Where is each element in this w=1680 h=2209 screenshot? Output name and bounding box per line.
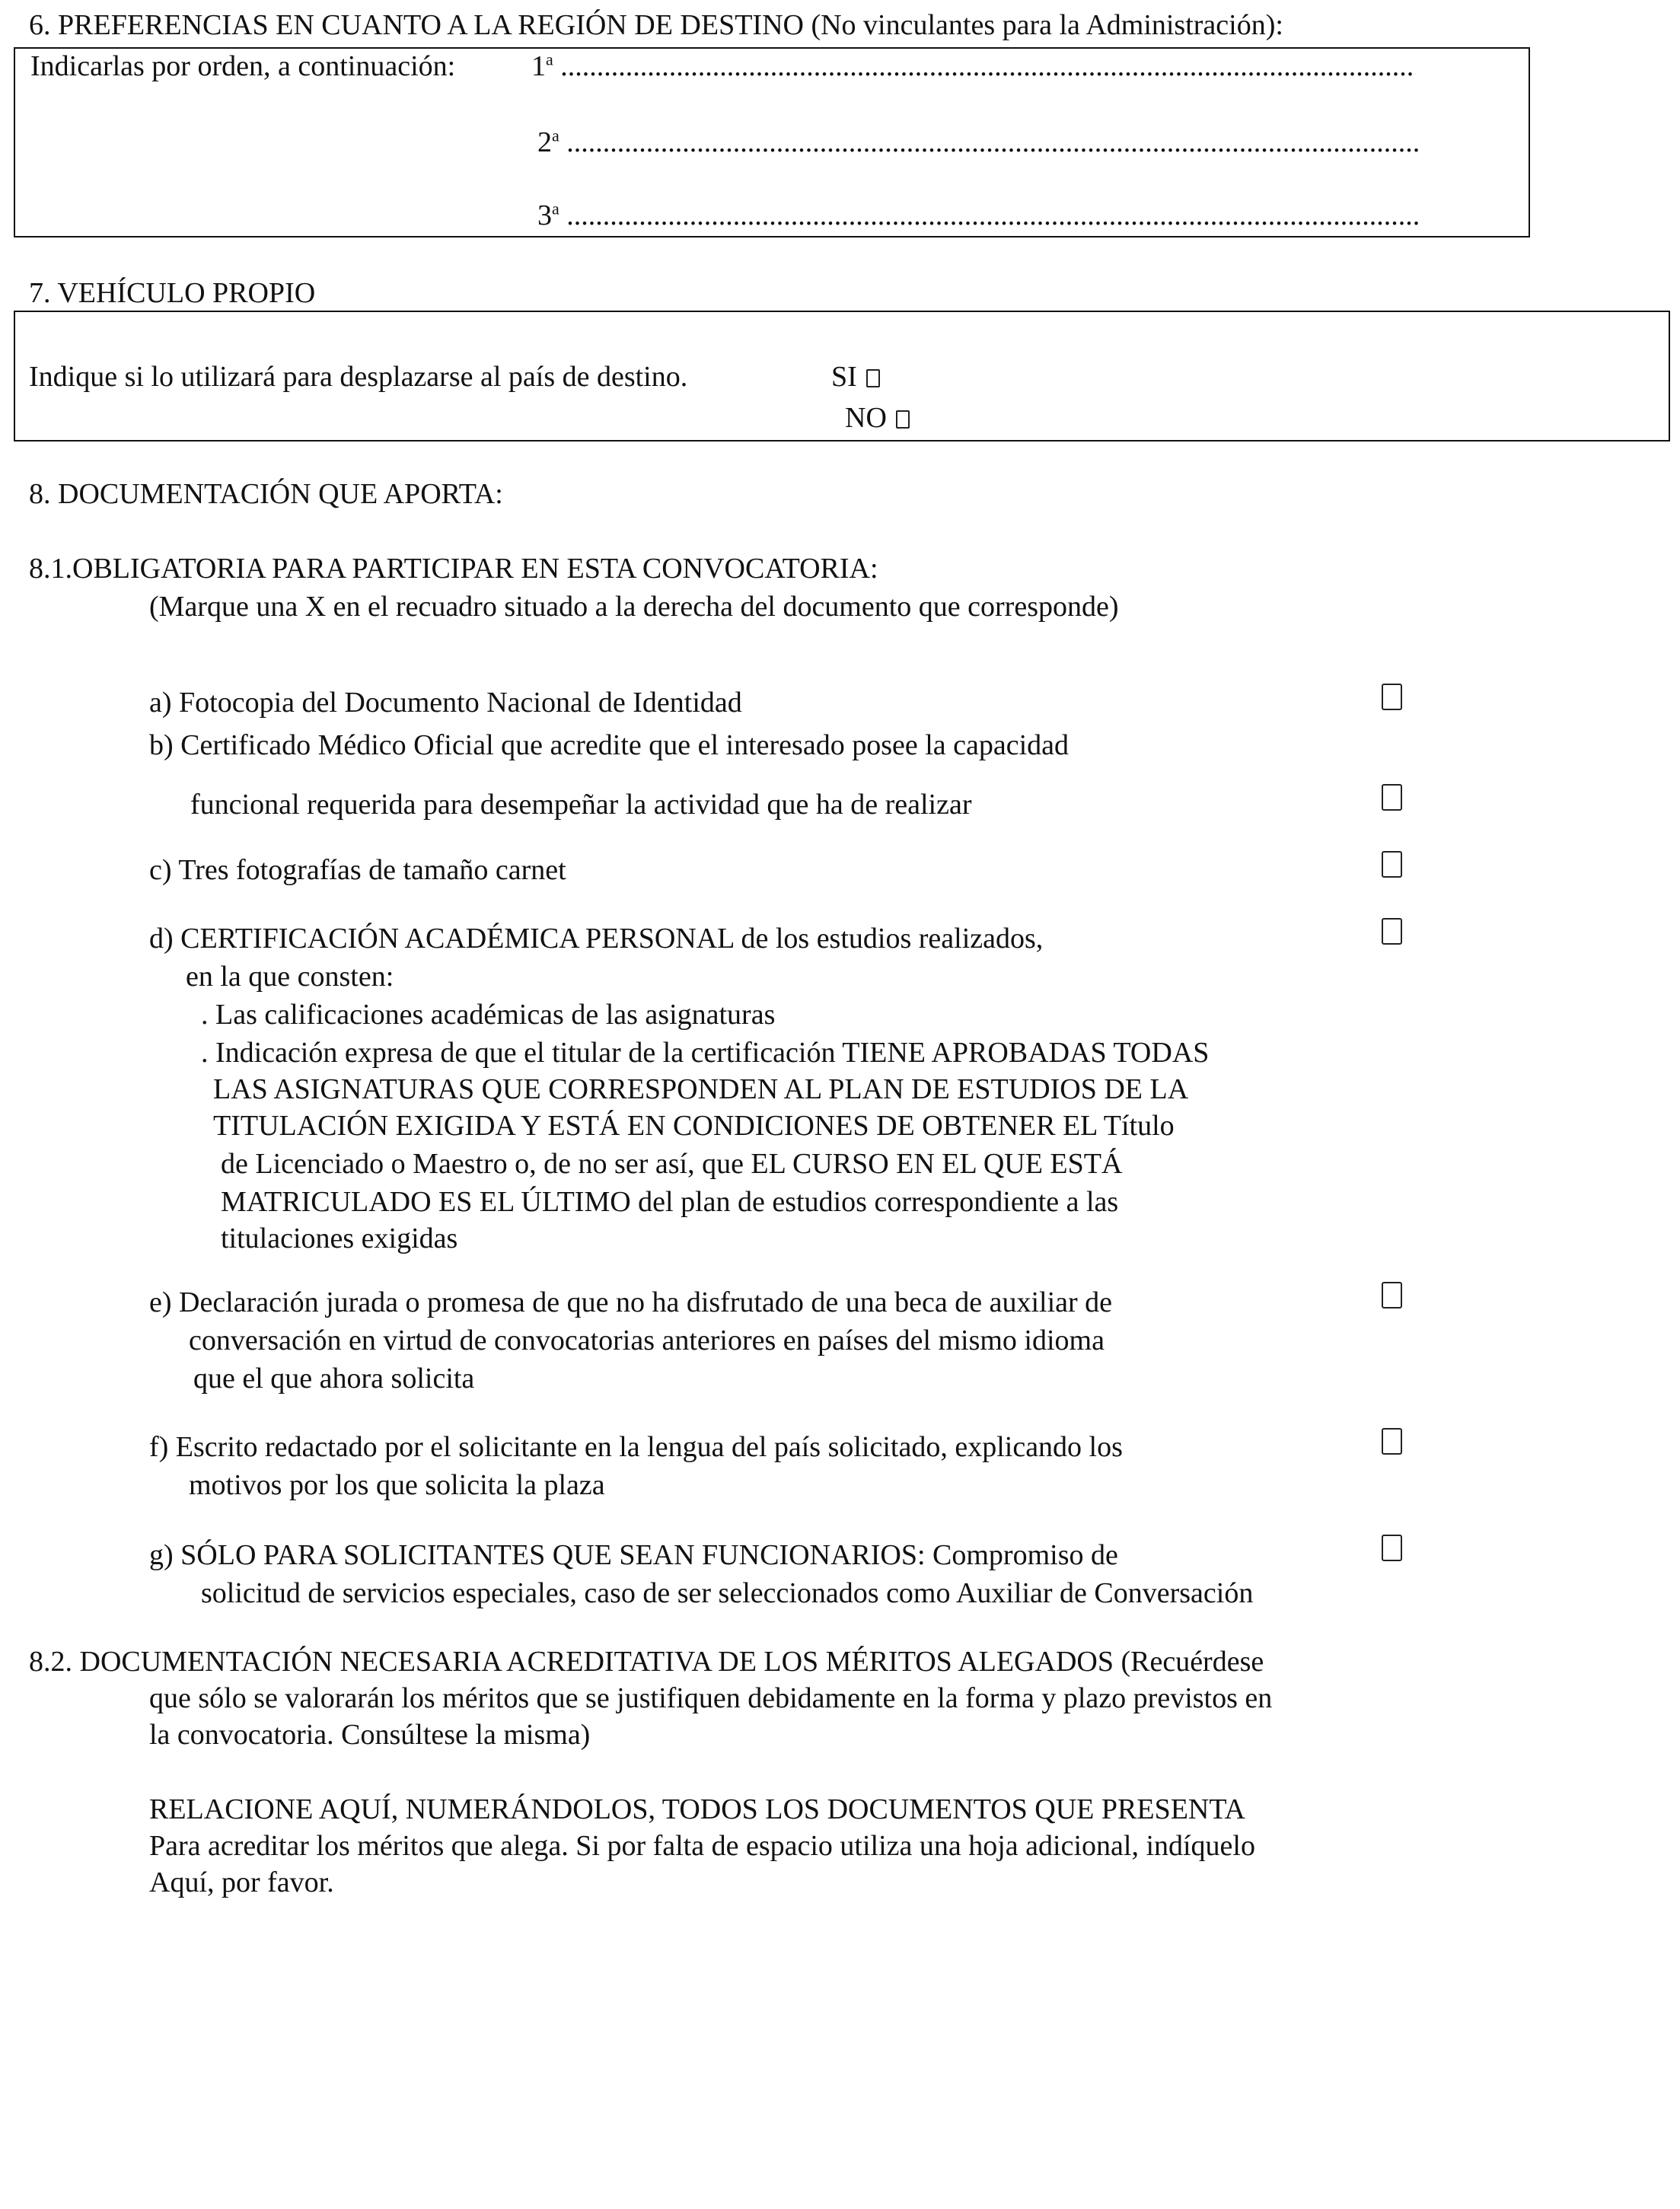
merits-instruction-3: Aquí, por favor. — [149, 1866, 334, 1898]
section-7-title: 7. VEHÍCULO PROPIO — [29, 277, 316, 309]
fill-line: ...................................................................................................................... — [566, 126, 1420, 158]
section-8-2-line-2: que sólo se valorarán los méritos que se justifiquen debidamente en la forma y plazo previstos en — [149, 1682, 1273, 1714]
si-checkbox[interactable] — [866, 369, 880, 387]
item-c-checkbox[interactable] — [1382, 851, 1402, 878]
vehicle-box — [14, 311, 1670, 441]
item-f-text-2: motivos por los que solicita la plaza — [189, 1469, 605, 1501]
item-f-text-1: f) Escrito redactado por el solicitante en la lengua del país solicitado, explicando los — [149, 1431, 1123, 1463]
item-d-checkbox[interactable] — [1382, 918, 1402, 945]
item-d-text-6: TITULACIÓN EXIGIDA Y ESTÁ EN CONDICIONES DE OBTENER EL Título — [213, 1110, 1175, 1142]
item-f-checkbox[interactable] — [1382, 1428, 1402, 1455]
vehicle-question: Indique si lo utilizará para desplazarse al país de destino. — [29, 361, 688, 393]
item-a-checkbox[interactable] — [1382, 684, 1402, 710]
item-g-text-1: g) SÓLO PARA SOLICITANTES QUE SEAN FUNCIONARIOS: Compromiso de — [149, 1539, 1118, 1571]
section-8-2-line-1: 8.2. DOCUMENTACIÓN NECESARIA ACREDITATIVA DE LOS MÉRITOS ALEGADOS (Recuérdese — [29, 1646, 1264, 1678]
ordinal-label: 2 — [537, 126, 552, 158]
item-e-text-3: que el que ahora solicita — [193, 1363, 475, 1395]
region-preferences-box — [14, 47, 1530, 237]
item-e-text-1: e) Declaración jurada o promesa de que no ha disfrutado de una beca de auxiliar de — [149, 1286, 1113, 1318]
region-preference-3[interactable] — [537, 199, 1420, 232]
ordinal-suffix: a — [552, 126, 559, 145]
item-d-text-8: MATRICULADO ES EL ÚLTIMO del plan de estudios correspondiente a las — [221, 1186, 1119, 1218]
section-8-1-title: 8.1.OBLIGATORIA PARA PARTICIPAR EN ESTA CONVOCATORIA: — [29, 553, 878, 585]
item-e-text-2: conversación en virtud de convocatorias anteriores en países del mismo idioma — [189, 1324, 1105, 1356]
item-d-text-1: d) CERTIFICACIÓN ACADÉMICA PERSONAL de los estudios realizados, — [149, 923, 1044, 955]
ordinal-suffix: a — [552, 199, 559, 218]
item-g-text-2: solicitud de servicios especiales, caso de ser seleccionados como Auxiliar de Conversación — [201, 1577, 1254, 1609]
no-checkbox[interactable] — [896, 410, 910, 429]
item-d-text-4: . Indicación expresa de que el titular de la certificación TIENE APROBADAS TODAS — [201, 1037, 1210, 1069]
item-d-text-5: LAS ASIGNATURAS QUE CORRESPONDEN AL PLAN DE ESTUDIOS DE LA — [213, 1073, 1189, 1105]
fill-line: ...................................................................................................................... — [566, 199, 1420, 231]
item-c-text: c) Tres fotografías de tamaño carnet — [149, 854, 566, 886]
section-8-1-instruction: (Marque una X en el recuadro situado a la derecha del documento que corresponde) — [149, 591, 1119, 623]
ordinal-label: 3 — [537, 199, 552, 231]
option-label: SI — [831, 361, 857, 393]
vehicle-option-si[interactable] — [831, 361, 880, 394]
item-g-checkbox[interactable] — [1382, 1535, 1402, 1561]
ordinal-suffix: a — [546, 49, 553, 69]
fill-line: ...................................................................................................................... — [560, 50, 1414, 82]
vehicle-option-no[interactable] — [845, 402, 910, 435]
item-d-text-7: de Licenciado o Maestro o, de no ser así, que EL CURSO EN EL QUE ESTÁ — [221, 1148, 1123, 1180]
item-b-checkbox[interactable] — [1382, 784, 1402, 811]
section-8-2-line-3: la convocatoria. Consúltese la misma) — [149, 1719, 591, 1751]
ordinal-label: 1 — [531, 50, 546, 82]
section-8-title: 8. DOCUMENTACIÓN QUE APORTA: — [29, 478, 503, 510]
region-preference-1[interactable] — [531, 50, 1414, 83]
item-d-text-2: en la que consten: — [186, 961, 394, 993]
region-preference-2[interactable] — [537, 126, 1420, 159]
option-label: NO — [845, 402, 887, 434]
section-6-title: 6. PREFERENCIAS EN CUANTO A LA REGIÓN DE DESTINO (No vinculantes para la Administración): — [29, 9, 1283, 41]
item-d-text-3: . Las calificaciones académicas de las asignaturas — [201, 999, 776, 1031]
item-d-text-9: titulaciones exigidas — [221, 1222, 458, 1254]
merits-instruction-1: RELACIONE AQUÍ, NUMERÁNDOLOS, TODOS LOS DOCUMENTOS QUE PRESENTA — [149, 1793, 1245, 1825]
item-b-text-2: funcional requerida para desempeñar la actividad que ha de realizar — [190, 789, 972, 821]
merits-instruction-2: Para acreditar los méritos que alega. Si por falta de espacio utiliza una hoja adicional, indíquelo — [149, 1830, 1255, 1862]
item-b-text-1: b) Certificado Médico Oficial que acredite que el interesado posee la capacidad — [149, 729, 1070, 761]
item-a-text: a) Fotocopia del Documento Nacional de Identidad — [149, 687, 742, 719]
region-instruction: Indicarlas por orden, a continuación: — [30, 50, 456, 82]
item-e-checkbox[interactable] — [1382, 1282, 1402, 1309]
